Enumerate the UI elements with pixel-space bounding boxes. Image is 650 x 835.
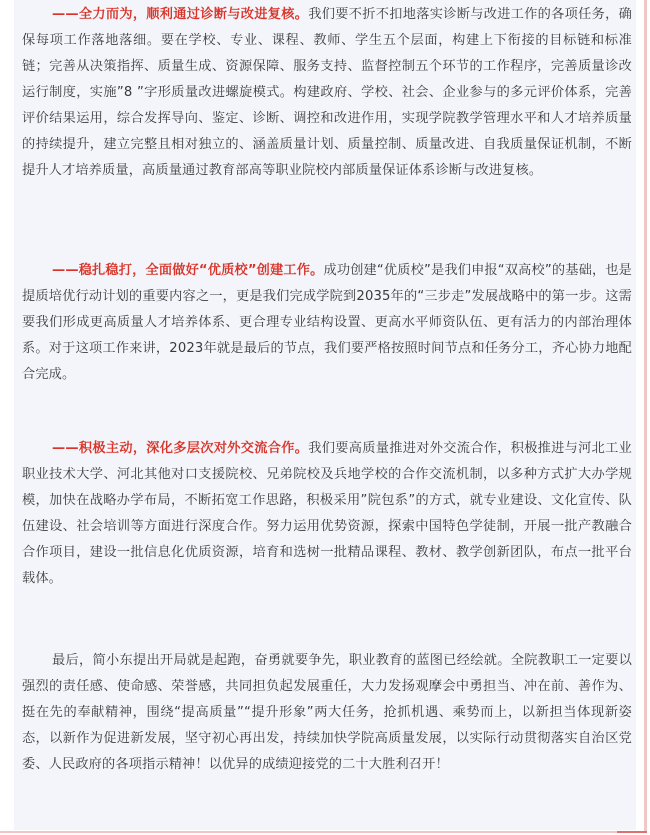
closing-paragraph: 最后，简小东提出开局就是起跑，奋勇就要争先，职业教育的蓝图已经绘就。全院教职工一定要以强烈的责任感、使命感、荣誉感，共同担负起发展重任，大力发扬观摩会中勇担当、冲在前、善作为、挺在先的奉献精神，围绕“提高质量”“提升形象”两大任务，抢抓机遇、乘势而上，以新担当体现新姿态，以新作为促进新发展，坚守初心再出发，持续加快学院高质量发展，以实际行动贯彻落实自治区党委、人民政府的各项指示精神！以优异的成绩迎接党的二十大胜利召开！ [22,653,632,772]
section-body-text: 成功创建“优质校”是我们申报“双高校”的基础，也是提质培优行动计划的重要内容之一，更是我们完成学院到2035年的“三步走”发展战略中的第一步。这需要我们形成更高质量人才培养体系、更合理专业结构设置、更高水平师资队伍、更有活力的内部治理体系。对于这项工作来讲，2023年就是最后的节点，我们要严格按照时间节点和任务分工，齐心协力地配合完成。 [22,263,633,382]
section-body-text: 我们要不折不扣地落实诊断与改进工作的各项任务，确保每项工作落地落细。要在学校、专业、课程、教师、学生五个层面，构建上下衔接的目标链和标准链；完善从决策指挥、质量生成、资源保障、服务支持、监督控制五个环节的工作程序，完善质量诊改运行制度，实施”8 ”字形质量改进螺旋模式。构建政府、学校、社会、企业参与的多元评价体系，完善评价结果运用，综合发挥导向、鉴定、诊断、调控和改进作用，实现学院教学管理水平和人才培养质量的持续提升，建立完整且相对独立的、涵盖质量计划、质量控制、质量改进、自我质量保证机制，不断提升人才培养质量，高质量通过教育部高等职业院校内部质量保证体系诊断与改进复核。 [22,7,632,178]
section-lead-heading: ——稳扎稳打，全面做好“优质校”创建工作。 [52,263,324,278]
section-lead-heading: ——全力而为，顺利通过诊断与改进复核。 [52,7,309,22]
section-body-text: 我们要高质量推进对外交流合作，积极推进与河北工业职业技术大学、河北其他对口支援院校、兄弟院校及兵地学校的合作交流机制，以多种方式扩大办学规模，加快在战略办学布局，不断拓宽工作思路，积极采用”院包系”的方式，就专业建设、文化宣传、队伍建设、社会培训等方面进行深度合作。努力运用优势资源，探索中国特色学徒制，开展一批产教融合合作项目，建设一批信息化优质资源，培育和选树一批精品课程、教材、教学创新团队，布点一批平台载体。 [22,441,632,586]
bottom-accent-line [617,831,647,833]
section-lead-heading: ——积极主动，深化多层次对外交流合作。 [52,441,309,456]
